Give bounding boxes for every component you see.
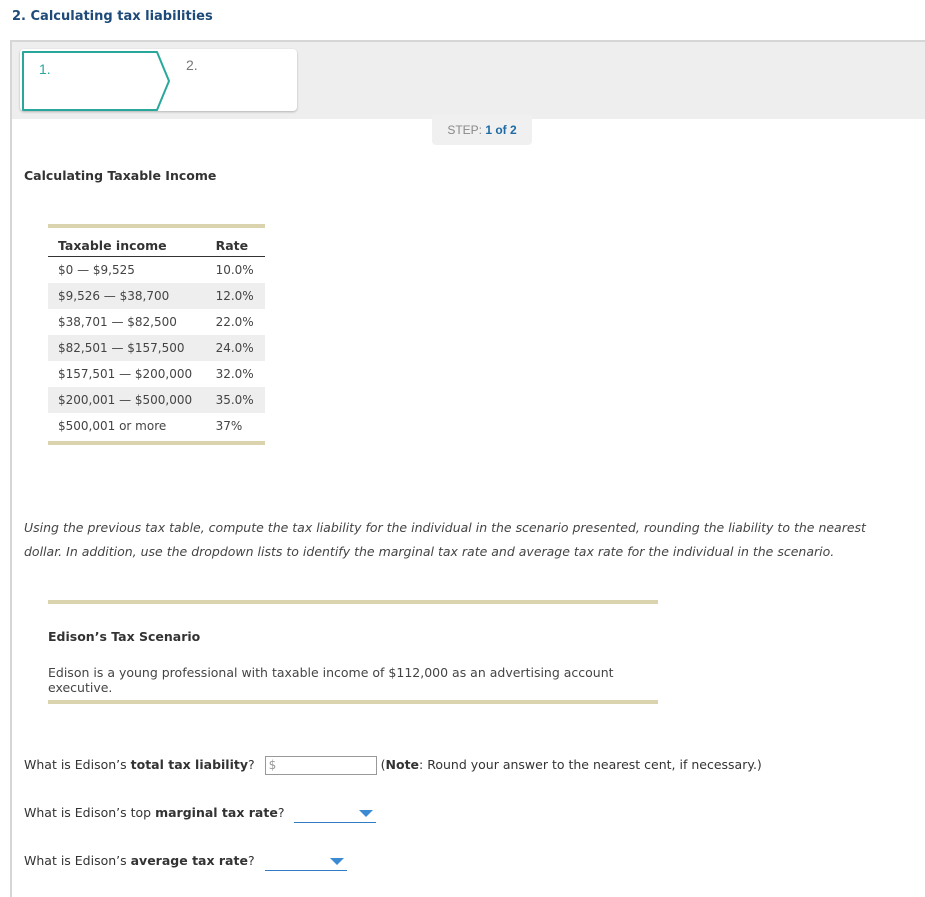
page-title: 2. Calculating tax liabilities [12,9,213,24]
rate-cell: 12.0% [206,283,265,309]
question-bold: total tax liability [130,757,248,772]
instructions-text: Using the previous tax table, compute the tax liability for the individual in the scenario presented, rounding the liability to the nearest dollar. In addition, use the dropdown lists to identify the marginal tax rate and average tax rate for the individual in the scenario. [24,520,866,559]
step-band [12,42,925,119]
table-row [48,335,265,361]
note-open: ( [380,757,386,772]
question-suffix: ? [247,853,255,868]
table-row [48,309,265,335]
table-row [48,257,265,284]
question-bold: marginal tax rate [155,805,278,820]
rate-cell: 37% [215,419,243,433]
rate-cell: 35.0% [206,387,265,413]
rate-cell: 22.0% [215,315,254,329]
note-label: Note [385,757,420,772]
scenario-box [48,600,658,704]
tax-table [48,232,265,439]
scenario-title: Edison’s Tax Scenario [48,629,201,644]
question-average-tax-rate [24,852,347,871]
step-tab-1[interactable] [22,51,158,109]
question-bold: average tax rate [130,853,248,868]
table-row [48,283,265,309]
question-marginal-tax-rate [24,804,376,823]
step-indicator [432,115,532,145]
header-taxable-income: Taxable income [48,232,206,257]
step-indicator-current: 1 of 2 [485,123,517,137]
scenario-text: Edison is a young professional with taxable income of $112,000 as an advertising account executive. [48,665,614,695]
step-indicator-prefix: STEP: [447,123,486,137]
note-text: : Round your answer to the nearest cent, if necessary.) [419,757,762,772]
question-total-tax-liability [24,756,762,775]
income-cell: $0 — $9,525 [58,263,135,277]
income-cell: $200,001 — $500,000 [48,387,206,413]
chevron-down-icon [359,810,373,817]
income-cell: $157,501 — $200,000 [58,367,193,381]
step-tab-1-label: 1. [39,61,51,77]
income-cell: $500,001 or more [58,419,167,433]
question-prefix: What is Edison’s [24,757,131,772]
income-cell: $82,501 — $157,500 [48,335,206,361]
question-prefix: What is Edison’s [24,853,131,868]
tax-liability-input[interactable] [278,757,374,774]
step-tab-2[interactable]: 2. [186,57,198,73]
section-heading: Calculating Taxable Income [24,168,217,183]
table-row [48,387,265,413]
tax-liability-input-box [265,756,377,775]
income-cell: $38,701 — $82,500 [58,315,177,329]
income-cell: $9,526 — $38,700 [48,283,206,309]
rate-cell: 24.0% [206,335,265,361]
tax-table-header-row [48,232,265,257]
question-prefix: What is Edison’s top [24,805,156,820]
header-rate: Rate [206,232,265,257]
rate-cell: 32.0% [215,367,254,381]
rate-cell: 10.0% [215,263,254,277]
rounding-note [381,757,762,772]
step-tabs [20,49,297,111]
dollar-prefix: $ [268,758,277,772]
table-row [48,361,265,387]
chevron-down-icon [330,858,344,865]
question-suffix: ? [248,757,255,772]
average-tax-rate-dropdown[interactable] [265,852,347,871]
question-suffix: ? [277,805,285,820]
tax-table-container [48,224,265,445]
table-row [48,413,265,439]
marginal-tax-rate-dropdown[interactable] [294,804,376,823]
